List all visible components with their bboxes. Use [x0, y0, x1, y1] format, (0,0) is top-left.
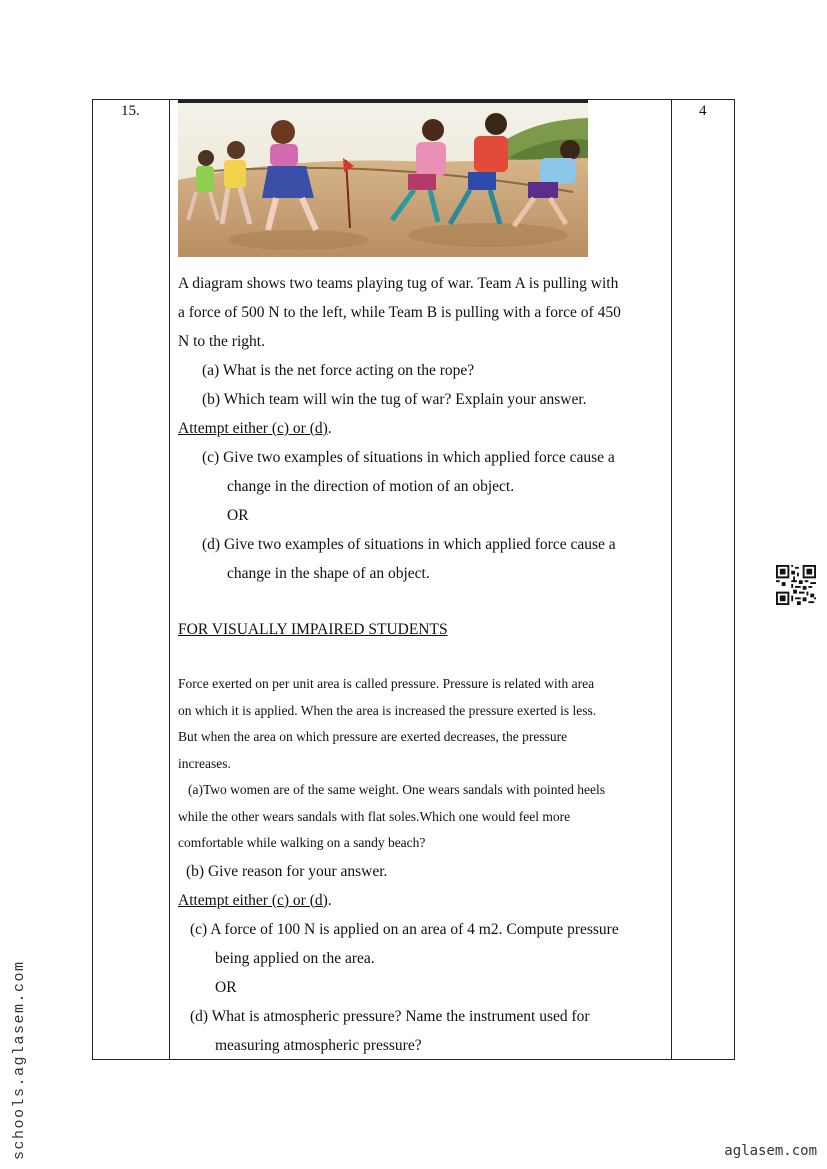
attempt-note-text: Attempt either (c) or (d)	[178, 420, 328, 437]
question-content	[178, 269, 668, 1060]
vi-attempt-note-text: Attempt either (c) or (d)	[178, 891, 328, 909]
question-table	[92, 99, 735, 1060]
footer-watermark: aglasem.com	[724, 1143, 817, 1159]
vi-part-a-line: (a)Two women are of the same weight. One wears sandals with pointed heels	[188, 782, 606, 797]
vi-passage-line: Force exerted on per unit area is called pressure. Pressure is related with area	[178, 676, 595, 691]
part-a: (a) What is the net force acting on the rope?	[202, 362, 475, 379]
or-label: OR	[227, 507, 249, 524]
vi-part-d-line-2: measuring atmospheric pressure?	[215, 1036, 422, 1054]
question-marks: 4	[699, 103, 707, 119]
vi-attempt-note	[178, 886, 668, 915]
vi-passage-line: increases.	[178, 755, 231, 771]
vi-passage-line: on which it is applied. When the area is increased the pressure exerted is less.	[178, 702, 597, 718]
vi-attempt-note-period: .	[327, 891, 332, 909]
column-divider-left	[169, 100, 170, 1059]
attempt-note	[178, 414, 668, 443]
part-c-line-2: change in the direction of motion of an object.	[227, 478, 515, 495]
question-text-line: N to the right.	[178, 333, 265, 350]
qr-code-icon[interactable]	[776, 565, 816, 605]
vi-part-c-line-2: being applied on the area.	[215, 949, 375, 967]
part-c-line-1: (c) Give two examples of situations in which applied force cause a	[202, 449, 615, 466]
question-text-line: a force of 500 N to the left, while Team B is pulling with a force of 450	[178, 304, 621, 321]
vi-heading: FOR VISUALLY IMPAIRED STUDENTS	[178, 621, 448, 638]
vi-part-a-line: comfortable while walking on a sandy beach?	[178, 835, 426, 850]
vi-or-label: OR	[215, 978, 237, 996]
part-d-line-2: change in the shape of an object.	[227, 565, 430, 582]
column-divider-right	[671, 100, 672, 1059]
attempt-note-period: .	[327, 420, 332, 437]
side-watermark: schools.aglasem.com	[11, 960, 28, 1160]
tug-of-war-illustration	[178, 100, 588, 257]
question-text-line: A diagram shows two teams playing tug of war. Team A is pulling with	[178, 275, 619, 292]
vi-part-b: (b) Give reason for your answer.	[186, 862, 388, 880]
vi-part-c-line-1: (c) A force of 100 N is applied on an area of 4 m2. Compute pressure	[190, 920, 619, 938]
vi-passage-line: But when the area on which pressure are exerted decreases, the pressure	[178, 729, 568, 744]
part-d-line-1: (d) Give two examples of situations in which applied force cause a	[202, 536, 616, 553]
vi-part-d-line-1: (d) What is atmospheric pressure? Name the instrument used for	[190, 1007, 590, 1025]
question-number: 15.	[121, 103, 140, 119]
part-b: (b) Which team will win the tug of war? Explain your answer.	[202, 391, 587, 408]
vi-part-a-line: while the other wears sandals with flat soles.Which one would feel more	[178, 808, 571, 824]
